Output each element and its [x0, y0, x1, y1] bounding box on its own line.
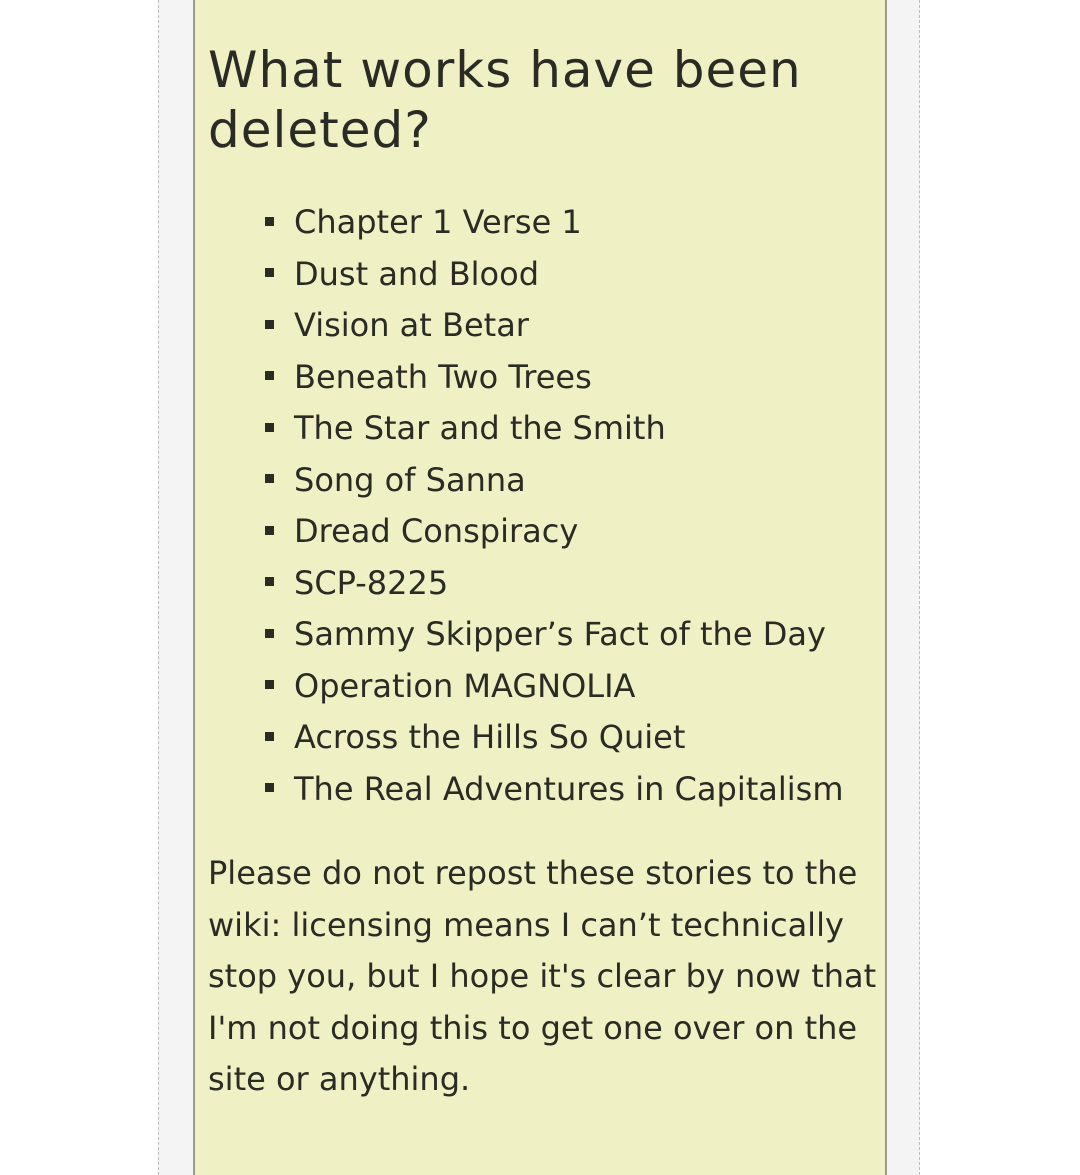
- square-bullet-icon: [265, 320, 274, 329]
- list-item: [265, 249, 843, 301]
- square-bullet-icon: [265, 680, 274, 689]
- list-item: [265, 764, 843, 816]
- list-item-label: Beneath Two Trees: [294, 357, 592, 396]
- list-item-label: Chapter 1 Verse 1: [294, 203, 582, 241]
- list-item: [265, 661, 843, 713]
- list-item-label: Sammy Skipper’s Fact of the Day: [294, 615, 826, 653]
- list-item-label: Dread Conspiracy: [294, 512, 579, 550]
- list-item: [265, 300, 843, 352]
- list-item-label: Vision at Betar: [294, 306, 529, 344]
- list-item: [265, 609, 843, 661]
- square-bullet-icon: [265, 783, 274, 792]
- repost-note: Please do not repost these stories to the wiki: licensing means I can’t technically stop you, but I hope it's clear by now that I'm not doing this to get one over on the site or anything.: [208, 854, 877, 1098]
- list-item-label: Across the Hills So Quiet: [294, 718, 686, 756]
- list-item-label: The Star and the Smith: [294, 409, 666, 447]
- deleted-works-list: [265, 197, 843, 815]
- list-item-label: Dust and Blood: [294, 254, 539, 293]
- list-item: [265, 403, 843, 455]
- content-panel: [193, 0, 887, 1175]
- list-item-label: The Real Adventures in Capitalism: [294, 769, 844, 808]
- list-item-label: Song of Sanna: [294, 460, 526, 499]
- section-heading: What works have been deleted?: [208, 41, 802, 159]
- square-bullet-icon: [265, 423, 274, 432]
- list-item: [265, 352, 843, 404]
- square-bullet-icon: [265, 629, 274, 638]
- square-bullet-icon: [265, 268, 274, 277]
- square-bullet-icon: [265, 526, 274, 535]
- list-item: [265, 506, 843, 558]
- list-item: [265, 558, 843, 610]
- square-bullet-icon: [265, 577, 274, 586]
- square-bullet-icon: [265, 371, 274, 380]
- square-bullet-icon: [265, 217, 274, 226]
- list-item: [265, 455, 843, 507]
- list-item-label: Operation MAGNOLIA: [294, 666, 636, 705]
- square-bullet-icon: [265, 474, 274, 483]
- list-item-label: SCP-8225: [294, 563, 449, 602]
- list-item: [265, 197, 843, 249]
- square-bullet-icon: [265, 732, 274, 741]
- list-item: [265, 712, 843, 764]
